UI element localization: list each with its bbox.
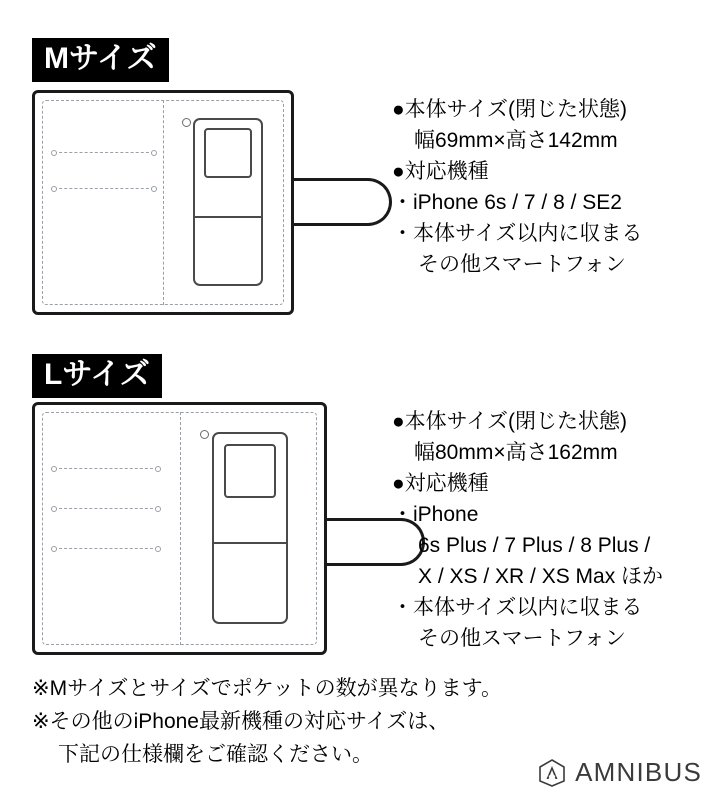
phone-holder-divider-m <box>193 216 263 218</box>
spec-line: ・本体サイズ以内に収まる <box>392 596 643 619</box>
spec-line: 6s Plus / 7 Plus / 8 Plus / <box>418 534 651 557</box>
footer-notes <box>32 672 502 771</box>
phone-holder-divider-l <box>212 542 288 544</box>
pocket-dot-l-1b <box>155 466 161 472</box>
spec-line: 幅69mm×高さ142mm <box>414 129 618 152</box>
spec-line: ●対応機種 <box>392 160 489 183</box>
m-size-section <box>0 0 720 340</box>
pocket-dot-m-1b <box>151 150 157 156</box>
spec-line: その他スマートフォン <box>418 253 626 276</box>
spec-line: その他スマートフォン <box>418 627 626 650</box>
card-pocket-line-m-1 <box>54 152 154 153</box>
phone-camera-window-l <box>224 444 276 498</box>
l-size-badge: Lサイズ <box>32 354 162 398</box>
note-line: 下記の仕様欄をご確認ください。 <box>58 743 373 766</box>
card-pocket-line-l-3 <box>54 548 158 549</box>
pocket-dot-m-2b <box>151 186 157 192</box>
spec-line: ●本体サイズ(閉じた状態) <box>392 410 627 433</box>
case-fold-line-m <box>163 100 164 305</box>
spec-line: ・本体サイズ以内に収まる <box>392 222 643 245</box>
spec-line: X / XS / XR / XS Max ほか <box>418 565 664 588</box>
camera-hole-m <box>182 118 191 127</box>
phone-camera-window-m <box>204 128 252 178</box>
l-size-spec-list <box>392 406 663 654</box>
amnibus-logo <box>537 757 702 788</box>
pocket-dot-l-2b <box>155 506 161 512</box>
spec-line: 幅80mm×高さ162mm <box>414 441 618 464</box>
m-size-spec-list <box>392 94 642 280</box>
m-size-case-illustration <box>32 90 392 315</box>
m-size-badge: Mサイズ <box>32 38 169 82</box>
card-pocket-line-m-2 <box>54 188 154 189</box>
spec-line: ・iPhone <box>392 503 479 526</box>
pocket-dot-l-1a <box>51 466 57 472</box>
card-pocket-line-l-2 <box>54 508 158 509</box>
amnibus-logo-text: AMNIBUS <box>575 757 702 787</box>
spec-line: ・iPhone 6s / 7 / 8 / SE2 <box>392 191 622 214</box>
case-flap-m <box>287 178 392 226</box>
pocket-dot-m-1a <box>51 150 57 156</box>
camera-hole-l <box>200 430 209 439</box>
pocket-dot-l-3a <box>51 546 57 552</box>
note-line: ※Mサイズとサイズでポケットの数が異なります。 <box>32 677 502 700</box>
l-size-section <box>0 340 720 670</box>
case-fold-line-l <box>180 412 181 645</box>
spec-line: ●対応機種 <box>392 472 489 495</box>
pocket-dot-l-3b <box>155 546 161 552</box>
pocket-dot-m-2a <box>51 186 57 192</box>
pocket-dot-l-2a <box>51 506 57 512</box>
spec-line: ●本体サイズ(閉じた状態) <box>392 98 627 121</box>
l-size-case-illustration <box>32 402 427 687</box>
card-pocket-line-l-1 <box>54 468 158 469</box>
amnibus-a-icon <box>537 758 567 788</box>
note-line: ※その他のiPhone最新機種の対応サイズは、 <box>32 710 450 733</box>
